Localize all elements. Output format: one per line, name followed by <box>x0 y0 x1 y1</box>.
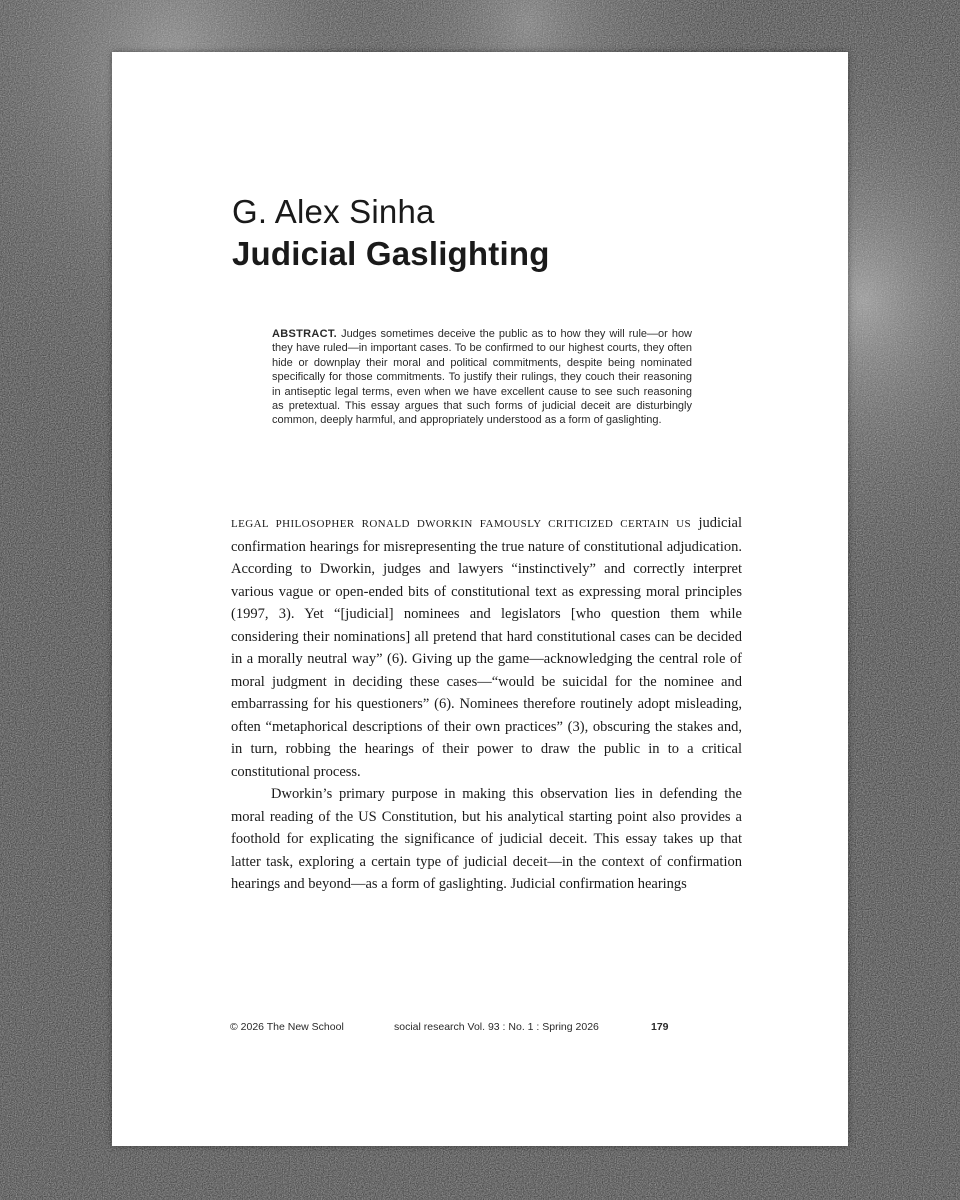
journal-citation: social research Vol. 93 : No. 1 : Spring 2026 <box>394 1021 599 1033</box>
copyright-notice: © 2026 The New School <box>230 1021 344 1033</box>
article-body <box>231 512 742 896</box>
abstract-label: ABSTRACT. <box>272 328 338 340</box>
author-name: G. Alex Sinha <box>232 193 435 230</box>
paragraph-1 <box>231 512 742 783</box>
article-page <box>112 52 848 1146</box>
article-title: Judicial Gaslighting <box>232 235 550 272</box>
paragraph-2: Dworkin’s primary purpose in making this observation lies in defending the moral reading of the US Constitution, but his analytical starting point also provides a foothold for explicating the significance of judicial deceit. This essay takes up that latter task, exploring a certain type of judicial deceit—in the context of confirmation hearings and beyond—as a form of gaslighting. Judicial confirmation hearings <box>231 786 742 892</box>
abstract <box>272 327 692 428</box>
lead-in-small-caps: LEGAL PHILOSOPHER RONALD DWORKIN FAMOUSLY CRITICIZED CERTAIN US <box>231 518 692 530</box>
page-number: 179 <box>651 1021 669 1033</box>
abstract-text: Judges sometimes deceive the public as to how they will rule—or how they have ruled—in important cases. To be confirmed to our highest courts, they often hide or downplay their moral and political commitments, despite being nominated specifically for those commitments. To justify their rulings, they couch their reasoning in antiseptic legal terms, even when we have excellent cause to see such reasoning as pretextual. This essay argues that such forms of judicial deceit are disturbingly common, deeply harmful, and appropriately understood as a form of gaslighting. <box>272 328 693 427</box>
paragraph-1-text: judicial confirmation hearings for misrepresenting the true nature of constitutional adjudication. According to Dworkin, judges and lawyers “instinctively” and correctly interpret various vague or open-ended bits of constitutional text as expressing moral principles (1997, 3). Yet “[judicial] nominees and legislators [who question them while considering their nominations] all pretend that hard constitutional cases can be decided in a morally neutral way” (6). Giving up the game—acknowledging the central role of moral judgment in deciding these cases—“would be suicidal for the nominee and embarrassing for his questioners” (6). Nominees therefore routinely adopt misleading, often “metaphorical descriptions of their own practices” (3), obscuring the stakes and, in turn, robbing the hearings of their power to draw the public in to a critical constitutional process. <box>231 515 742 780</box>
